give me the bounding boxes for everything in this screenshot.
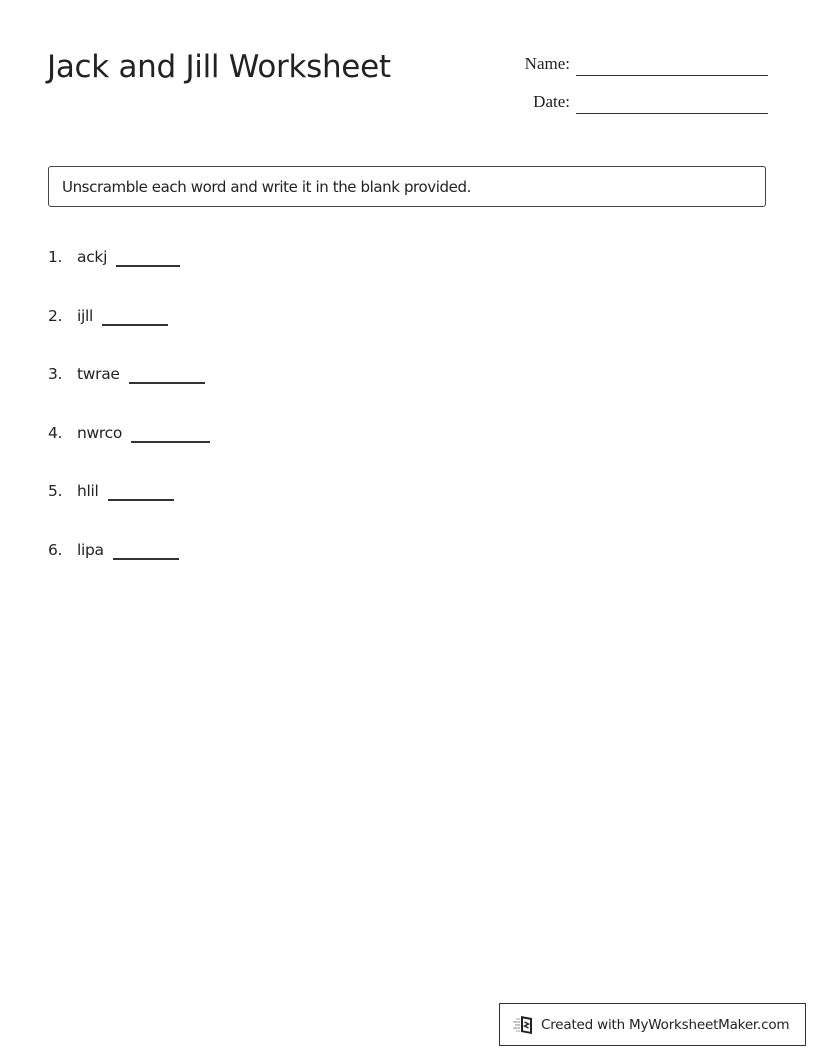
date-blank-line[interactable] — [576, 113, 768, 114]
answer-blank[interactable] — [102, 324, 168, 326]
scrambled-word: nwrco — [77, 423, 123, 442]
scrambled-word: ackj — [77, 248, 108, 266]
question-number: 6. — [48, 540, 63, 559]
question-item — [48, 244, 210, 266]
question-number: 3. — [48, 365, 63, 384]
name-field[interactable] — [510, 54, 768, 74]
question-number: 5. — [48, 482, 63, 501]
scrambled-word: twrae — [77, 365, 120, 384]
question-item — [48, 303, 210, 325]
worksheet-maker-logo-icon — [512, 1014, 536, 1036]
name-blank-line[interactable] — [576, 75, 768, 76]
date-field[interactable] — [510, 92, 768, 112]
date-label: Date: — [533, 92, 570, 111]
question-number: 4. — [48, 423, 63, 442]
answer-blank[interactable] — [129, 382, 205, 384]
answer-blank[interactable] — [113, 558, 179, 560]
question-number: 1. — [48, 248, 63, 266]
answer-blank[interactable] — [131, 441, 210, 443]
answer-blank[interactable] — [108, 499, 174, 501]
scrambled-word: ijll — [77, 306, 94, 325]
instructions-text: Unscramble each word and write it in the blank provided. — [62, 177, 471, 196]
question-list — [48, 244, 210, 596]
worksheet-title: Jack and Jill Worksheet — [47, 49, 391, 85]
question-number: 2. — [48, 306, 63, 325]
footer-badge[interactable] — [499, 1003, 806, 1046]
question-item — [48, 361, 210, 383]
scrambled-word: lipa — [77, 540, 104, 559]
question-item — [48, 478, 210, 500]
question-item — [48, 420, 210, 442]
name-label: Name: — [524, 54, 570, 73]
scrambled-word: hlil — [77, 482, 99, 501]
question-item — [48, 537, 210, 559]
instructions-box — [48, 166, 766, 207]
footer-text: Created with MyWorksheetMaker.com — [541, 1016, 790, 1033]
answer-blank[interactable] — [116, 265, 180, 267]
